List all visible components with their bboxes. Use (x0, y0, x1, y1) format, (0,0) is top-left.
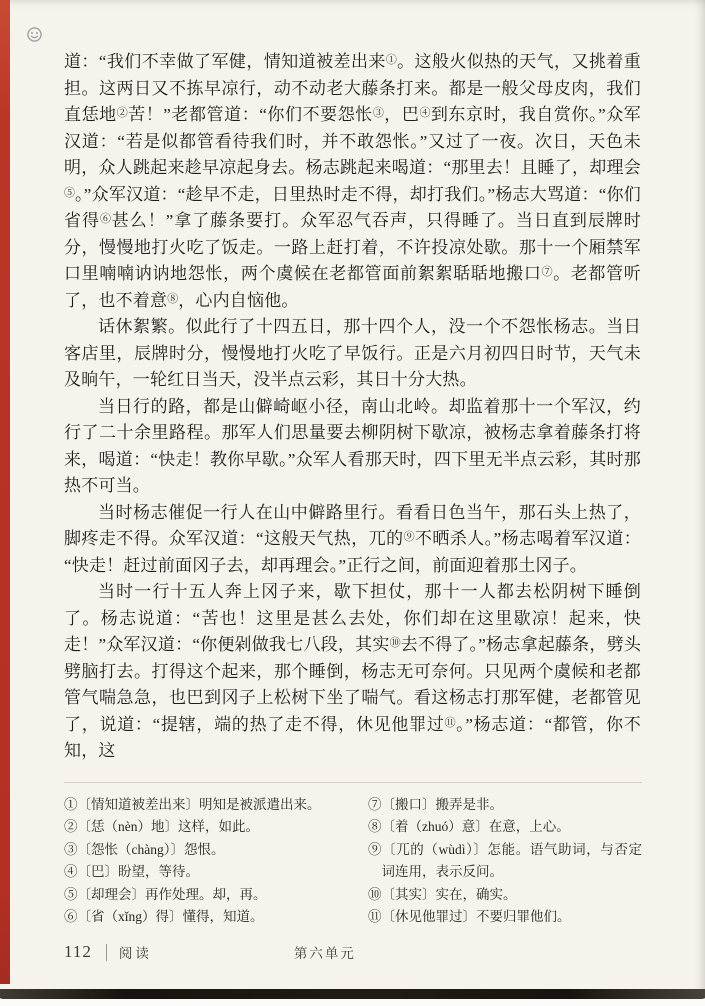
smiley-face-icon (26, 26, 43, 43)
footnote: ②〔恁（nèn）地〕这样，如此。 (64, 819, 259, 835)
page-bottom-edge (0, 989, 705, 999)
footnotes-left-column (64, 794, 338, 928)
page-footer (64, 941, 642, 963)
lesson-text (64, 49, 641, 779)
footnote: ⑩〔其实〕实在，确实。 (368, 886, 517, 902)
footnote: ⑪〔休见他罪过〕不要归罪他们。 (368, 909, 571, 925)
footnote: ③〔怨怅（chàng）〕怨恨。 (64, 841, 225, 857)
footnote: ⑥〔省（xǐng）得〕懂得，知道。 (64, 909, 264, 925)
footnotes-right-column (368, 794, 642, 928)
footer-divider (106, 944, 107, 961)
lesson-paragraph: 道：“我们不幸做了军健，情知道被差出来①。这般火似热的天气，又挑着重担。这两日又不拣早凉行，动不动老大藤条打来。都是一般父母皮肉，我们直恁地②苦！”老都管道：“你们不要怨怅③，巴④到东京时，我自赏你。”众军汉道：“若是似都管看待我们时，并不敢怨怅。”又过了一夜。次日，天色未明，众人跳起来趁早凉起身去。杨志跳起来喝道：“那里去！且睡了，却理会⑤。”众军汉道：“趁早不走，日里热时走不得，却打我们。”杨志大骂道：“你们省得⑥甚么！”拿了藤条要打。众军忍气吞声，只得睡了。当日直到辰牌时分，慢慢地打火吃了饭走。一路上赶打着，不许投凉处歇。那十一个厢禁军口里喃喃讷讷地怨怅，两个虞候在老都管面前絮絮聒聒地搬口⑦。老都管听了，也不着意⑧，心内自恼他。 (64, 52, 641, 310)
page-number: 112 (64, 942, 92, 961)
lesson-paragraph: 当日行的路，都是山僻崎岖小径，南山北岭。却监着那十一个军汉，约行了二十余里路程。那军人们思量要去柳阴树下歇凉，被杨志拿着藤条打将来，喝道：“快走！教你早歇。”众军人看那天时，四下里无半点云彩，其时那热不可当。 (64, 396, 641, 495)
footer-section-label: 阅读 (118, 946, 152, 961)
footnote: ⑤〔却理会〕再作处理。却，再。 (64, 886, 267, 902)
footnote: ⑧〔着（zhuó）意〕在意，上心。 (368, 819, 570, 835)
footnotes-section (64, 782, 642, 928)
footnote: ①〔情知道被差出来〕明知是被派遣出来。 (64, 797, 321, 812)
footnote: ⑨〔兀的（wùdì）〕怎能。语气助词，与否定词连用，表示反问。 (368, 841, 642, 880)
footer-unit-label: 第六单元 (293, 946, 356, 961)
lesson-paragraph: 话休絮繁。似此行了十四五日，那十四个人，没一个不怨怅杨志。当日客店里，辰牌时分，慢慢地打火吃了早饭行。正是六月初四日时节，天气未及晌午，一轮红日当天，没半点云彩，其日十分大热。 (64, 317, 641, 389)
footnote: ④〔巴〕盼望，等待。 (64, 864, 199, 880)
smiley-face-icon-svg (26, 26, 43, 43)
left-accent-bar (0, 0, 10, 984)
lesson-paragraph: 当时杨志催促一行人在山中僻路里行。看看日色当午，那石头上热了，脚疼走不得。众军汉道：“这般天气热，兀的⑨不晒杀人。”杨志喝着军汉道：“快走！赶过前面冈子去，却再理会。”正行之间，前面迎着那土冈子。 (64, 502, 641, 575)
footnote: ⑦〔搬口〕搬弄是非。 (368, 797, 503, 812)
lesson-paragraph: 当时一行十五人奔上冈子来，歇下担仗，那十一人都去松阴树下睡倒了。杨志说道：“苦也！这里是甚么去处，你们却在这里歇凉！起来，快走！”众军汉道：“你便剁做我七八段，其实⑩去不得了。”杨志拿起藤条，劈头劈脑打去。打得这个起来，那个睡倒，杨志无可奈何。只见两个虞候和老都管气喘急急，也巴到冈子上松树下坐了喘气。看这杨志打那军健，老都管见了，说道：“提辖，端的热了走不得，休见他罪过⑪。”杨志道：“都管，你不知，这 (64, 582, 641, 760)
